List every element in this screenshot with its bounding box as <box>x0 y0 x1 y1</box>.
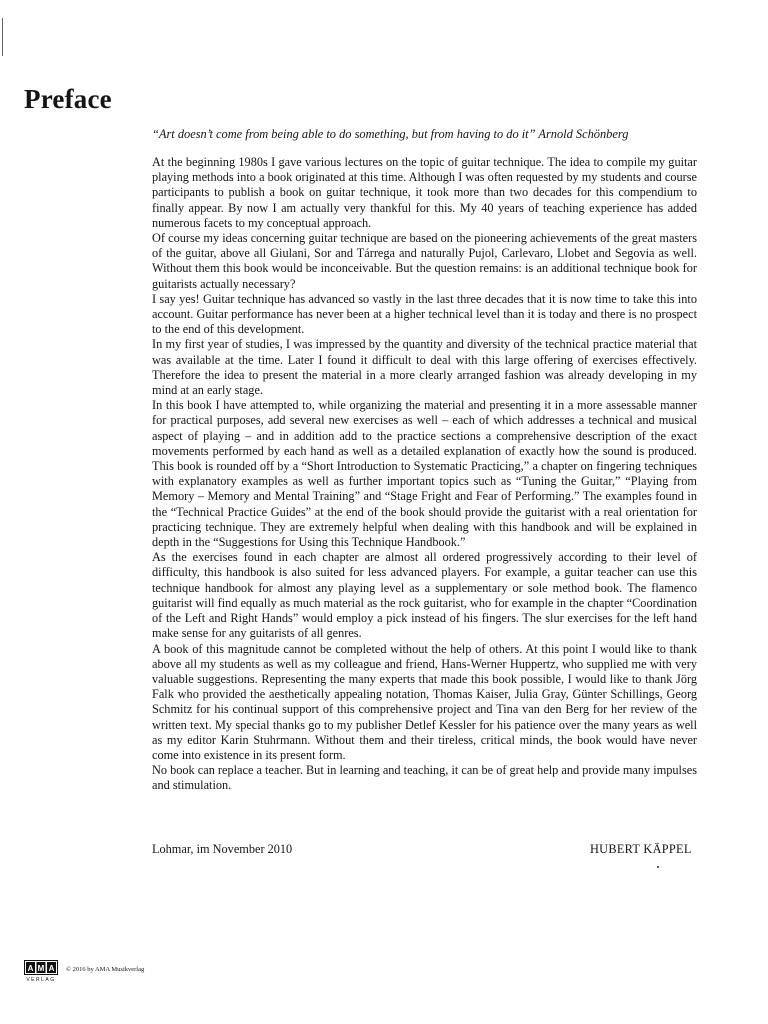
publisher-logo <box>24 960 58 982</box>
preface-body <box>152 155 697 794</box>
paragraph: Of course my ideas concerning guitar technique are based on the pioneering achievements of the great masters of the guitar, above all Giulani, Sor and Tárrega and naturally Pujol, Carlevaro, Llobet and Segovia as well. Without them this book would be inconceivable. But the question remains: is an additional technique book for guitarists actually necessary? <box>152 231 697 291</box>
paragraph: As the exercises found in each chapter are almost all ordered progressively according to their level of difficulty, this handbook is also suited for less advanced players. For example, a guitar teacher can use this technique handbook for almost any playing level as a supplementary or sole method book. The flamenco guitarist will find equally as much material as the rock guitarist, who for example in the chapter “Coordination of the Left and Right Hands” would employ a pick instead of his fingers. The slur exercises for the left hand make sense for any guitarists of all genres. <box>152 550 697 641</box>
page-edge-rule <box>2 18 3 56</box>
paragraph: In my first year of studies, I was impressed by the quantity and diversity of the technical practice material that was available at the time. Later I found it difficult to deal with this large offering of exercises effectively. Therefore the idea to present the material in a more clearly arranged fashion was already developing in my mind at an early stage. <box>152 337 697 398</box>
signature-place-date: Lohmar, im November 2010 <box>152 842 293 856</box>
logo-letter: A <box>48 964 55 973</box>
paragraph: No book can replace a teacher. But in learning and teaching, it can be of great help and provide many impulses and stimulation. <box>152 763 697 793</box>
signature-author: HUBERT KÄPPEL <box>590 842 692 856</box>
logo-letter: A <box>27 964 34 973</box>
copyright-notice: © 2016 by AMA Musikverlag <box>66 966 145 973</box>
paragraph: In this book I have attempted to, while organizing the material and presenting it in a more assessable manner for practical purposes, add several new exercises as well – each of which addresses a technical and musical aspect of playing – and in addition add to the practice sections a comprehensive description of the exact movements performed by each hand as well as a detailed explanation of exactly how the sound is produced. This book is rounded off by a “Short Introduction to Systematic Practicing,” a chapter on fingering techniques with explanatory examples as well as further important topics such as “Tuning the Guitar,” “Playing from Memory – Memory and Mental Training” and “Stage Fright and Fear of Performing.” The examples found in the “Technical Practice Guides” at the end of the book should provide the guitarist with a real orientation for practicing technique. They are extremely helpful when dealing with this handbook and will be explained in depth in the “Suggestions for Using this Technique Handbook.” <box>152 398 697 550</box>
paragraph: A book of this magnitude cannot be completed without the help of others. At this point I would like to thank above all my students as well as my colleague and friend, Hans-Werner Huppertz, who supplied me with very valuable suggestions. Representing the many experts that made this book possible, I would like to thank Jörg Falk who provided the aesthetically appealing notation, Thomas Kaiser, Julia Gray, Günter Schillings, Georg Schmitz for his continual support of this comprehensive project and Tina van den Berg for her review of the written text. My special thanks go to my publisher Detlef Kessler for his patience over the many years as well as my editor Karin Stuhrmann. Without them and their tireless, critical minds, the book would have never come into existence in its present form. <box>152 641 697 762</box>
logo-letter: M <box>37 964 45 973</box>
logo-subtext: VERLAG <box>26 977 56 982</box>
epigraph-quote: “Art doesn’t come from being able to do something, but from having to do it” Arnold Schönberg <box>152 127 629 141</box>
paragraph: At the beginning 1980s I gave various lectures on the topic of guitar technique. The idea to compile my guitar playing methods into a book originated at this time. Although I was often requested by my students and course participants to publish a book on guitar technique, it took more than two decades for this compendium to finally appear. By now I am actually very thankful for this. My 40 years of teaching experience has added numerous facets to my conceptual approach. <box>152 155 697 230</box>
page-title: Preface <box>24 84 112 114</box>
paragraph: I say yes! Guitar technique has advanced so vastly in the last three decades that it is now time to take this into account. Guitar performance has never been at a higher technical level than it is today and there is no prospect to the end of this development. <box>152 291 697 337</box>
ink-dot <box>657 866 659 868</box>
